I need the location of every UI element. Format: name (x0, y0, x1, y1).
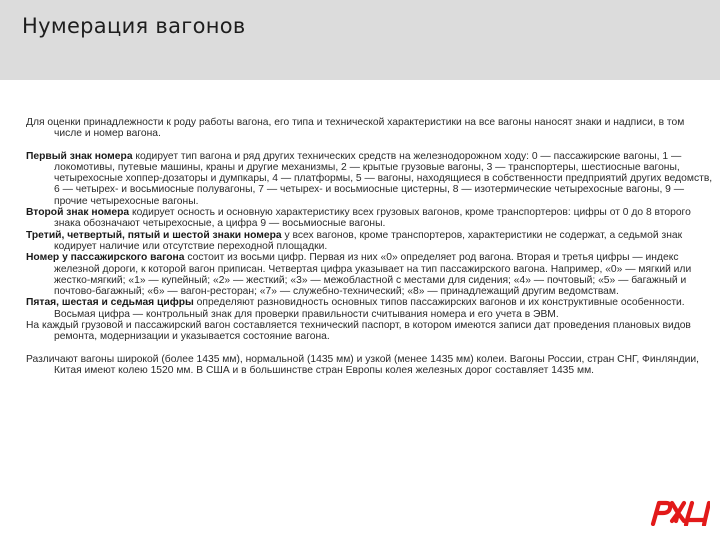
paragraph-passenger-number (26, 252, 714, 297)
paragraph-bold: Второй знак номера (26, 207, 130, 219)
paragraph-text: кодирует осность и основную характеристику всех грузовых вагонов, кроме транспортеров: цифры от 0 до 8 второго знака обозначают четырехосные, а цифра 9 — восьмиосные вагоны. (54, 207, 691, 230)
title-bar (0, 0, 720, 80)
paragraph-passport (26, 320, 714, 343)
paragraph-text: Различают вагоны широкой (более 1435 мм), нормальной (1435 мм) и узкой (менее 1435 мм) колеи. Вагоны России, стран СНГ, Финляндии, Китая имеют колею 1520 мм. В США и в большинстве стран Европы колея железных дорог составляет 1435 мм. (26, 353, 699, 376)
paragraph-bold: Пятая, шестая и седьмая цифры (26, 297, 194, 309)
paragraph-text: определяют разновидность основных типов пассажирских вагонов и их конструктивные особенности. Восьмая цифра — контрольный знак для проверки правильности считывания номера и его учета в ЭВМ. (54, 297, 685, 320)
rzd-logo-icon (648, 496, 710, 526)
paragraph-text: кодирует тип вагона и ряд других технических средств на железнодорожном ходу: 0 — пассажирские вагоны, 1 — локомотивы, путевые машины, краны и другие механизмы, 2 — крытые грузовые вагоны, 3 — транспортеры, шестиосные вагоны, четырехосные хоппер-дозаторы и думпкары, 4 — платформы, 5 — вагоны, находящиеся в собственности предприятий других ведомств, 6 — четырех- и восьмиосные полувагоны, 7 — четырех- и восьмиосные цистерны, 8 — изотермические четырехосные вагоны, 9 — прочие четырехосные вагоны. (54, 150, 713, 207)
paragraph-text: состоит из восьми цифр. Первая из них «0» определяет род вагона. Вторая и третья цифры — индекс железной дороги, к которой вагон приписан. Четвертая цифра указывает на тип пассажирского вагона. Например, «0» — мягкий или жестко-мягкий; «1» — купейный; «2» — жесткий; «3» — межобластной с местами для сидения; «4» — почтовый; «5» — багажный и почтово-багажный; «6» — вагон-ресторан; «7» — служебно-технический; «8» — принадлежащий другим ведомствам. (54, 252, 692, 298)
paragraph-intro (26, 117, 714, 140)
slide-body (26, 117, 714, 376)
paragraph-second-sign (26, 207, 714, 230)
paragraph-bold: Номер у пассажирского вагона (26, 252, 185, 264)
paragraph-bold: Третий, четвертый, пятый и шестой знаки номера (26, 229, 282, 241)
slide-title: Нумерация вагонов (22, 14, 246, 38)
paragraph-text: На каждый грузовой и пассажирский вагон составляется технический паспорт, в котором имеются записи дат проведения плановых видов ремонта, модернизации и указывается состояние вагона. (26, 320, 691, 343)
paragraph-third-sixth-signs (26, 230, 714, 253)
paragraph-text: Для оценки принадлежности к роду работы вагона, его типа и технической характеристики на все вагоны наносят знаки и надписи, в том числе и номер вагона. (26, 117, 685, 140)
paragraph-fifth-seventh-digits (26, 297, 714, 320)
paragraph-first-sign (26, 151, 714, 207)
paragraph-text: у всех вагонов, кроме транспортеров, характеристики не содержат, а седьмой знак кодирует наличие или отсутствие переходной площадки. (54, 229, 683, 252)
paragraph-gauge (26, 354, 714, 377)
paragraph-bold: Первый знак номера (26, 150, 133, 162)
